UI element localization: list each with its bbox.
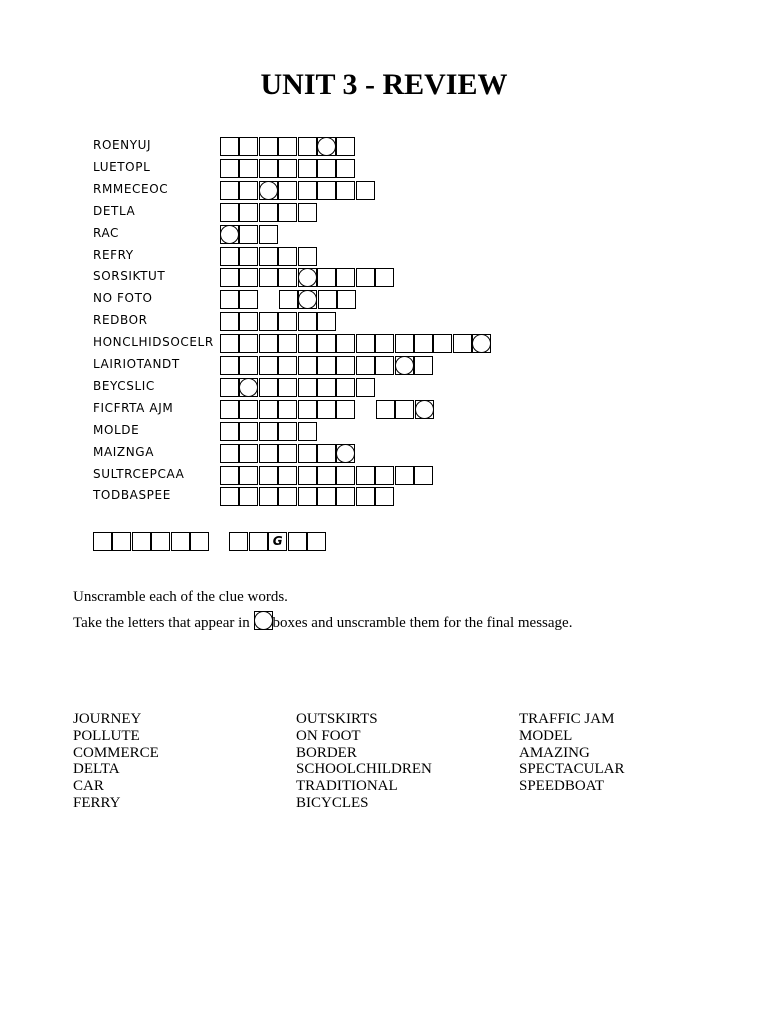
letter-box[interactable] — [298, 356, 317, 375]
letter-box[interactable] — [239, 137, 258, 156]
letter-box[interactable] — [317, 181, 336, 200]
letter-box[interactable] — [336, 268, 355, 287]
letter-box[interactable] — [259, 181, 278, 200]
word-bank-item: COMMERCE — [73, 744, 159, 761]
letter-box[interactable] — [220, 203, 239, 222]
circle-marker-icon — [298, 290, 317, 309]
word-bank-item: ON FOOT — [296, 727, 361, 744]
final-letter-box[interactable] — [112, 532, 131, 551]
letter-box[interactable] — [356, 268, 375, 287]
letter-box[interactable] — [259, 356, 278, 375]
letter-box[interactable] — [259, 203, 278, 222]
letter-box[interactable] — [220, 312, 239, 331]
letter-box[interactable] — [298, 466, 317, 485]
letter-box[interactable] — [415, 400, 434, 419]
word-bank-item: TRADITIONAL — [296, 778, 398, 795]
letter-box[interactable] — [220, 159, 239, 178]
word-bank-item: JOURNEY — [73, 711, 142, 727]
letter-box[interactable] — [356, 466, 375, 485]
letter-box[interactable] — [220, 378, 239, 397]
final-letter-box[interactable] — [93, 532, 112, 551]
letter-box[interactable] — [239, 378, 258, 397]
letter-box[interactable] — [278, 181, 297, 200]
scrambled-word: RAC — [93, 225, 120, 240]
scrambled-word: ROENYUJ — [93, 138, 152, 152]
letter-box[interactable] — [356, 356, 375, 375]
letter-box[interactable] — [317, 356, 336, 375]
letter-box[interactable] — [336, 181, 355, 200]
letter-box[interactable] — [317, 334, 336, 353]
word-bank-item: SPECTACULAR — [519, 761, 625, 778]
letter-box[interactable] — [375, 268, 394, 287]
scrambled-word: SORSIKTUT — [93, 269, 166, 284]
letter-box[interactable] — [278, 487, 297, 506]
letter-box[interactable] — [298, 378, 317, 397]
letter-box[interactable] — [220, 290, 239, 309]
letter-box[interactable] — [317, 159, 336, 178]
circle-marker-icon — [298, 268, 317, 287]
circle-marker-icon — [415, 400, 434, 419]
circle-marker-icon — [472, 334, 491, 353]
letter-box[interactable] — [259, 487, 278, 506]
letter-box[interactable] — [278, 203, 297, 222]
instruction-line-2 — [73, 611, 572, 632]
letter-box[interactable] — [317, 487, 336, 506]
letter-box[interactable] — [336, 378, 355, 397]
scrambled-word: REFRY — [93, 247, 134, 262]
final-letter-box[interactable] — [288, 532, 307, 551]
letter-box[interactable] — [220, 487, 239, 506]
letter-box[interactable] — [220, 225, 239, 244]
letter-box[interactable] — [298, 268, 317, 287]
letter-box[interactable] — [239, 312, 258, 331]
letter-box[interactable] — [414, 356, 433, 375]
letter-box[interactable] — [376, 400, 395, 419]
letter-box[interactable] — [337, 290, 356, 309]
final-letter-box[interactable] — [190, 532, 209, 551]
circle-marker-icon — [239, 378, 258, 397]
letter-box[interactable] — [336, 444, 355, 463]
letter-box[interactable] — [239, 290, 258, 309]
letter-box[interactable] — [375, 466, 394, 485]
word-bank-column — [296, 711, 432, 812]
letter-box[interactable] — [298, 159, 317, 178]
letter-box[interactable] — [278, 312, 297, 331]
letter-box[interactable] — [414, 334, 433, 353]
letter-box[interactable] — [278, 268, 297, 287]
circle-marker-icon — [317, 137, 336, 156]
final-letter-box[interactable] — [151, 532, 170, 551]
word-bank-item: AMAZING — [519, 744, 590, 761]
word-bank-item: OUTSKIRTS — [296, 711, 378, 727]
letter-box[interactable] — [220, 181, 239, 200]
scrambled-word: FICFRTA AJM — [93, 400, 174, 415]
final-letter-box[interactable] — [307, 532, 326, 551]
letter-box[interactable] — [220, 334, 239, 353]
scrambled-word: MAIZNGA — [93, 444, 155, 459]
letter-box[interactable] — [220, 247, 239, 266]
word-bank-item: POLLUTE — [73, 727, 140, 744]
letter-box[interactable] — [395, 334, 414, 353]
letter-box[interactable] — [259, 137, 278, 156]
word-bank-item: BICYCLES — [296, 794, 369, 811]
letter-box[interactable] — [259, 378, 278, 397]
letter-box[interactable] — [356, 378, 375, 397]
letter-box[interactable] — [239, 268, 258, 287]
final-letter-box[interactable] — [132, 532, 151, 551]
word-bank-item: SCHOOLCHILDREN — [296, 761, 432, 778]
instruction-text-after: boxes and unscramble them for the final message. — [272, 615, 573, 631]
letter-box[interactable] — [356, 487, 375, 506]
letter-box[interactable] — [298, 487, 317, 506]
letter-box[interactable] — [239, 444, 258, 463]
circle-marker-icon — [220, 225, 239, 244]
letter-box[interactable] — [239, 422, 258, 441]
letter-box[interactable] — [336, 487, 355, 506]
letter-box[interactable] — [220, 356, 239, 375]
scrambled-word: TODBASPEE — [93, 488, 171, 503]
letter-box[interactable] — [336, 137, 355, 156]
letter-box[interactable] — [278, 444, 297, 463]
circle-marker-icon — [336, 444, 355, 463]
letter-box[interactable] — [395, 356, 414, 375]
letter-box[interactable] — [298, 312, 317, 331]
letter-box[interactable] — [298, 137, 317, 156]
letter-box[interactable] — [220, 137, 239, 156]
word-bank-column — [73, 711, 159, 812]
scrambled-word: NO FOTO — [93, 291, 153, 306]
scrambled-word: RMMECEOC — [93, 181, 169, 196]
letter-box[interactable] — [298, 334, 317, 353]
word-bank-item: CAR — [73, 778, 104, 795]
letter-box[interactable] — [239, 181, 258, 200]
word-bank-column — [519, 711, 624, 795]
letter-box[interactable] — [375, 334, 394, 353]
letter-box[interactable] — [278, 247, 297, 266]
letter-box[interactable] — [278, 422, 297, 441]
letter-box[interactable] — [259, 312, 278, 331]
word-bank-item: DELTA — [73, 761, 120, 778]
circled-box-icon — [254, 611, 273, 630]
scrambled-word: BEYCSLIC — [93, 378, 155, 393]
scrambled-word: DETLA — [93, 203, 136, 218]
letter-box[interactable] — [317, 312, 336, 331]
instruction-line-1: Unscramble each of the clue words. — [73, 589, 288, 605]
final-letter-box[interactable] — [171, 532, 190, 551]
letter-box[interactable] — [239, 466, 258, 485]
letter-box[interactable] — [278, 137, 297, 156]
word-bank-item: FERRY — [73, 794, 121, 811]
letter-box[interactable] — [317, 137, 336, 156]
letter-box[interactable] — [298, 422, 317, 441]
letter-box[interactable] — [279, 290, 298, 309]
final-letter-box[interactable] — [268, 532, 287, 551]
letter-box[interactable] — [220, 400, 239, 419]
letter-box[interactable] — [278, 466, 297, 485]
letter-box[interactable] — [220, 444, 239, 463]
letter-box[interactable] — [239, 203, 258, 222]
letter-box[interactable] — [239, 400, 258, 419]
letter-box[interactable] — [259, 466, 278, 485]
letter-box[interactable] — [414, 466, 433, 485]
scrambled-word: HONCLHIDSOCELR — [93, 335, 214, 350]
scrambled-word: MOLDE — [93, 422, 140, 437]
letter-box[interactable] — [317, 378, 336, 397]
letter-box[interactable] — [239, 487, 258, 506]
letter-box[interactable] — [317, 444, 336, 463]
letter-box[interactable] — [336, 400, 355, 419]
letter-box[interactable] — [318, 290, 337, 309]
letter-box[interactable] — [259, 225, 278, 244]
letter-box[interactable] — [278, 159, 297, 178]
letter-box[interactable] — [259, 268, 278, 287]
letter-box[interactable] — [259, 334, 278, 353]
word-bank-item: MODEL — [519, 727, 573, 744]
letter-box[interactable] — [239, 159, 258, 178]
letter-box[interactable] — [298, 444, 317, 463]
letter-box[interactable] — [278, 356, 297, 375]
letter-box[interactable] — [259, 422, 278, 441]
word-bank-item: BORDER — [296, 744, 357, 761]
given-letter: G — [272, 534, 283, 548]
letter-box[interactable] — [472, 334, 491, 353]
letter-box[interactable] — [259, 247, 278, 266]
letter-box[interactable] — [336, 356, 355, 375]
letter-box[interactable] — [259, 444, 278, 463]
letter-box[interactable] — [298, 181, 317, 200]
letter-box[interactable] — [317, 466, 336, 485]
letter-box[interactable] — [453, 334, 472, 353]
letter-box[interactable] — [239, 225, 258, 244]
scrambled-word: SULTRCEPCAA — [93, 466, 185, 481]
letter-box[interactable] — [375, 487, 394, 506]
instruction-text-before: Take the letters that appear in — [73, 615, 254, 631]
letter-box[interactable] — [220, 466, 239, 485]
letter-box[interactable] — [239, 356, 258, 375]
letter-box[interactable] — [298, 247, 317, 266]
page-title: UNIT 3 - REVIEW — [260, 68, 508, 101]
letter-box[interactable] — [220, 268, 239, 287]
letter-box[interactable] — [336, 159, 355, 178]
letter-box[interactable] — [298, 290, 317, 309]
scrambled-word: LUETOPL — [93, 159, 151, 174]
letter-box[interactable] — [395, 466, 414, 485]
letter-box[interactable] — [336, 466, 355, 485]
letter-box[interactable] — [336, 334, 355, 353]
letter-box[interactable] — [298, 400, 317, 419]
letter-box[interactable] — [239, 247, 258, 266]
final-letter-box[interactable] — [229, 532, 248, 551]
letter-box[interactable] — [278, 334, 297, 353]
letter-box[interactable] — [317, 400, 336, 419]
letter-box[interactable] — [317, 268, 336, 287]
letter-box[interactable] — [278, 400, 297, 419]
letter-box[interactable] — [356, 334, 375, 353]
letter-box[interactable] — [220, 422, 239, 441]
circle-marker-icon — [395, 356, 414, 375]
scrambled-word: LAIRIOTANDT — [93, 357, 180, 371]
letter-box[interactable] — [259, 400, 278, 419]
letter-box[interactable] — [356, 181, 375, 200]
letter-box[interactable] — [259, 159, 278, 178]
letter-box[interactable] — [298, 203, 317, 222]
letter-box[interactable] — [433, 334, 452, 353]
final-letter-box[interactable] — [249, 532, 268, 551]
letter-box[interactable] — [395, 400, 414, 419]
letter-box[interactable] — [239, 334, 258, 353]
circle-marker-icon — [259, 181, 278, 200]
scrambled-word: REDBOR — [93, 313, 148, 328]
letter-box[interactable] — [278, 378, 297, 397]
word-bank-item: SPEEDBOAT — [519, 778, 605, 795]
word-bank-item: TRAFFIC JAM — [519, 711, 615, 727]
letter-box[interactable] — [375, 356, 394, 375]
